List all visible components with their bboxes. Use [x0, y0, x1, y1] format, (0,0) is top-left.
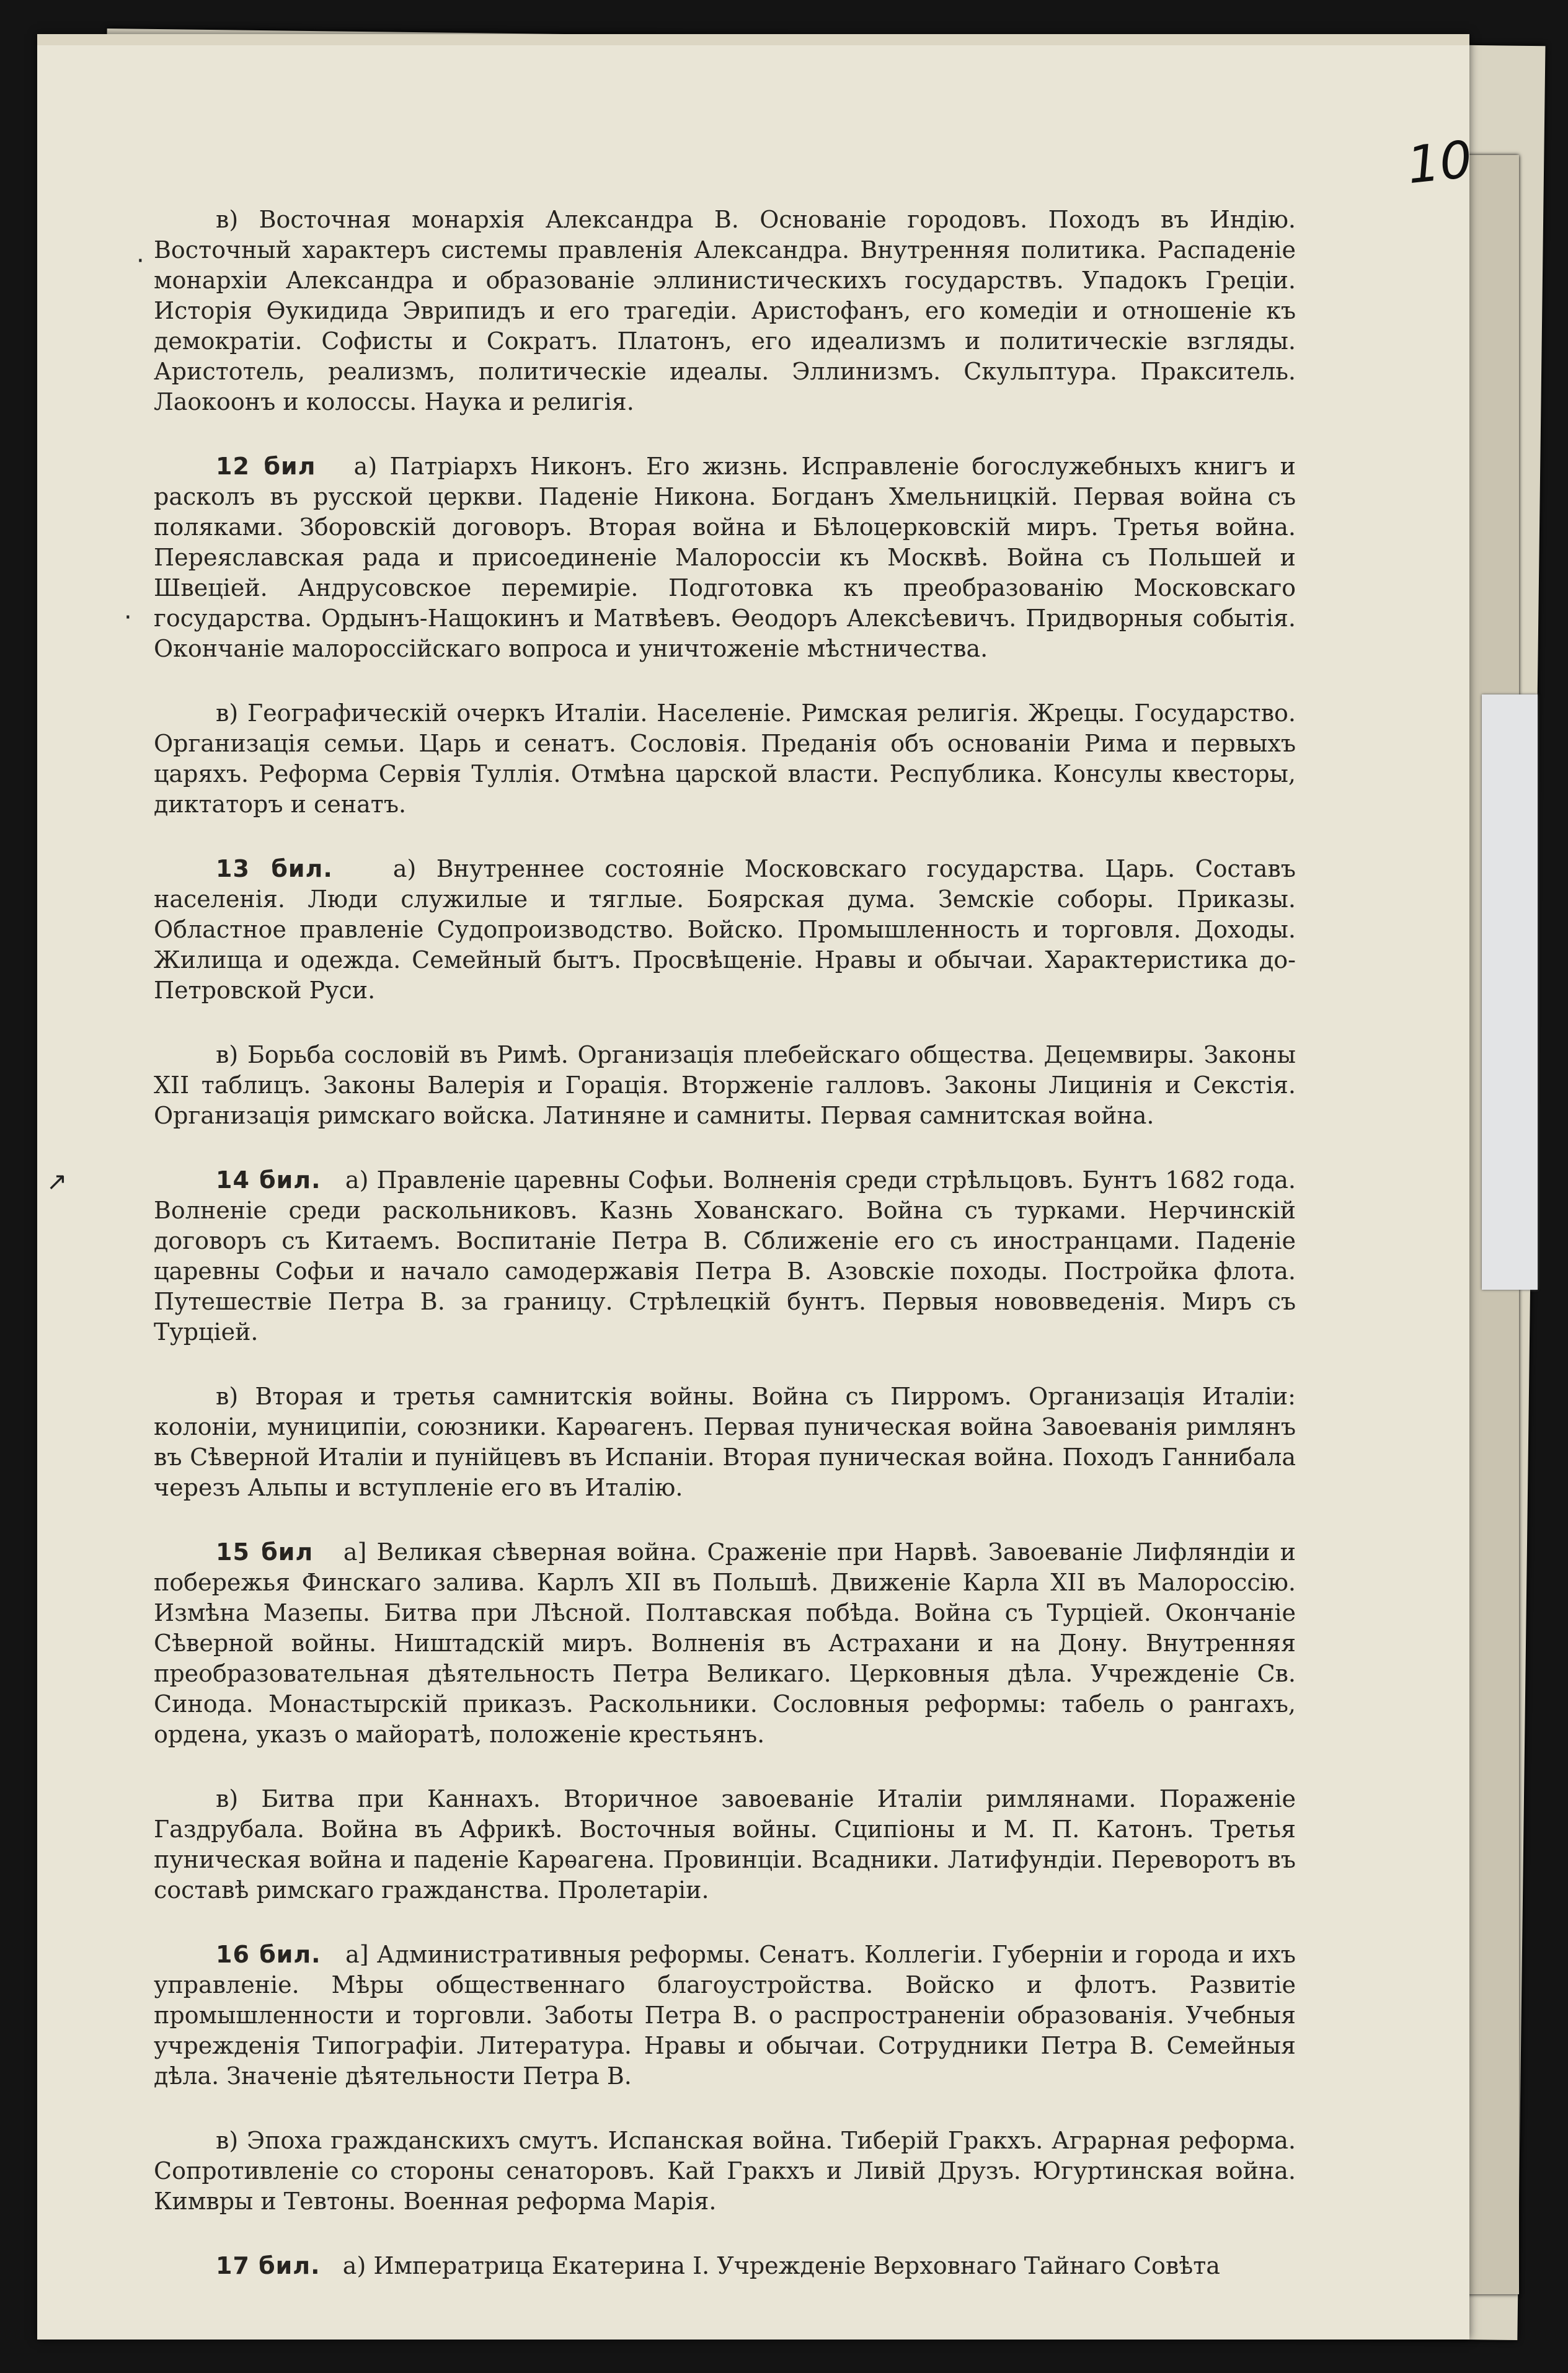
- margin-mark: ↗: [47, 1168, 68, 1196]
- paragraph: [154, 205, 1296, 417]
- ticket-label: 15 бил: [216, 1538, 314, 1566]
- paragraph: [154, 451, 1296, 664]
- paragraph-text: в) Битва при Каннахъ. Вторичное завоеваніе Италіи римлянами. Пораженіе Газдрубала. Война въ Африкѣ. Восточныя войны. Сципіоны и М. П. Катонъ. Третья пуническая война и паденіе Карѳагена. Провинціи. Всадники. Латифундіи. Переворотъ въ составѣ римскаго гражданства. Пролетаріи.: [154, 1785, 1296, 1904]
- margin-dot: ·: [124, 603, 132, 632]
- paragraph-text: в) Восточная монархія Александра В. Основаніе городовъ. Походъ въ Индію. Восточный характеръ системы правленія Александра. Внутренняя политика. Распаденіе монархіи Александра и образованіе эллинистическихъ государствъ. Упадокъ Греціи. Исторія Өукидида Эврипидъ и его трагедіи. Аристофанъ, его комедіи и отношеніе къ демократіи. Софисты и Сократъ. Платонъ, его идеализмъ и политическіе взгляды. Аристотель, реализмъ, политическіе идеалы. Эллинизмъ. Скульптура. Пракситель. Лаокоонъ и колоссы. Наука и религія.: [154, 206, 1296, 415]
- paragraph-text: а] Административныя реформы. Сенатъ. Коллегіи. Губерніи и города и ихъ управленіе. Мѣры общественнаго благоустройства. Войско и флотъ. Развитіе промышленности и торговли. Заботы Петра В. о распространеніи образованія. Учебныя учрежденія Типографіи. Литература. Нравы и обычаи. Сотрудники Петра В. Семейныя дѣла. Значеніе дѣятельности Петра В.: [154, 1941, 1296, 2090]
- paragraph: [154, 1784, 1296, 1905]
- page-text: [154, 205, 1296, 2315]
- paragraph-text: а) Императрица Екатерина I. Учрежденіе Верховнаго Тайнаго Совѣта: [342, 2252, 1220, 2279]
- paragraph-text: в) Вторая и третья самнитскія войны. Война съ Пирромъ. Организація Италіи: колоніи, муниципіи, союзники. Карѳагенъ. Первая пуническая война Завоеванія римлянъ въ Сѣверной Италіи и пунійцевъ въ Испаніи. Вторая пуническая война. Походъ Ганнибала черезъ Альпы и вступленіе его въ Италію.: [154, 1383, 1296, 1501]
- paragraph: [154, 1165, 1296, 1347]
- paragraph: [154, 1040, 1296, 1131]
- paragraph-text: в) Борьба сословій въ Римѣ. Организація плебейскаго общества. Децемвиры. Законы XII таблицъ. Законы Валерія и Горація. Вторженіе галловъ. Законы Лицинія и Секстія. Организація римскаго войска. Латиняне и самниты. Первая самнитская война.: [154, 1041, 1296, 1129]
- paragraph: [154, 2251, 1296, 2281]
- paragraph: [154, 1940, 1296, 2091]
- margin-dot: ·: [136, 247, 144, 275]
- paragraph-text: в) Эпоха гражданскихъ смутъ. Испанская война. Тиберій Гракхъ. Аграрная реформа. Сопротивленіе со стороны сенаторовъ. Кай Гракхъ и Ливій Друзъ. Югуртинская война. Кимвры и Тевтоны. Военная реформа Марія.: [154, 2127, 1296, 2215]
- paragraph: [154, 1382, 1296, 1503]
- paragraph: [154, 854, 1296, 1006]
- paragraph-text: в) Географическій очеркъ Италіи. Населеніе. Римская религія. Жрецы. Государство. Организація семьи. Царь и сенатъ. Сословія. Преданія объ основаніи Рима и первыхъ царяхъ. Реформа Сервія Туллія. Отмѣна царской власти. Республика. Консулы квесторы, диктаторъ и сенатъ.: [154, 699, 1296, 818]
- ticket-label: 12 бил: [216, 453, 316, 480]
- paragraph: [154, 698, 1296, 820]
- paragraph-text: а] Великая сѣверная война. Сраженіе при Нарвѣ. Завоеваніе Лифляндіи и побережья Финскаго залива. Карлъ XII въ Польшѣ. Движеніе Карла XII въ Малороссію. Измѣна Мазепы. Битва при Лѣсной. Полтавская побѣда. Война съ Турціей. Окончаніе Сѣверной войны. Ништадскій миръ. Волненія въ Астрахани и на Дону. Внутренняя преобразовательная дѣятельность Петра Великаго. Церковныя дѣла. Учрежденіе Св. Синода. Монастырскій приказъ. Раскольники. Сословныя реформы: табель о рангахъ, ордена, указъ о майоратѣ, положеніе крестьянъ.: [154, 1538, 1296, 1748]
- folio-number: 10: [1404, 130, 1476, 196]
- ticket-label: 17 бил.: [216, 2252, 321, 2279]
- paragraph-text: а) Патріархъ Никонъ. Его жизнь. Исправленіе богослужебныхъ книгъ и расколъ въ русской церкви. Паденіе Никона. Богданъ Хмельницкій. Первая война съ поляками. Зборовскій договоръ. Вторая война и Бѣлоцерковскій миръ. Третья война. Переяславская рада и присоединеніе Малороссіи къ Москвѣ. Война съ Польшей и Швеціей. Андрусовское перемиріе. Подготовка къ преобразованію Московскаго государства. Ордынъ-Нащокинъ и Матвѣевъ. Өеодоръ Алексѣевичъ. Придворныя событія. Окончаніе малороссійскаго вопроса и уничтоженіе мѣстничества.: [154, 453, 1296, 662]
- paragraph-text: а) Внутреннее состояніе Московскаго государства. Царь. Составъ населенія. Люди служилые и тяглые. Боярская дума. Земскіе соборы. Приказы. Областное правленіе Судопроизводство. Войско. Промышленность и торговля. Доходы. Жилища и одежда. Семейный бытъ. Просвѣщеніе. Нравы и обычаи. Характеристика до-Петровской Руси.: [154, 855, 1296, 1004]
- paper-strip: [1482, 694, 1538, 1290]
- ticket-label: 14 бил.: [216, 1166, 321, 1194]
- paragraph: [154, 1537, 1296, 1750]
- ticket-label: 16 бил.: [216, 1941, 321, 1968]
- paragraph: [154, 2126, 1296, 2217]
- paragraph-text: а) Правленіе царевны Софьи. Волненія среди стрѣльцовъ. Бунтъ 1682 года. Волненіе среди раскольниковъ. Казнь Хованскаго. Война съ турками. Нерчинскій договоръ съ Китаемъ. Воспитаніе Петра В. Сближеніе его съ иностранцами. Паденіе царевны Софьи и начало самодержавія Петра В. Азовскіе походы. Постройка флота. Путешествіе Петра В. за границу. Стрѣлецкій бунтъ. Первыя нововведенія. Миръ съ Турціей.: [154, 1166, 1296, 1346]
- ticket-label: 13 бил.: [216, 855, 333, 882]
